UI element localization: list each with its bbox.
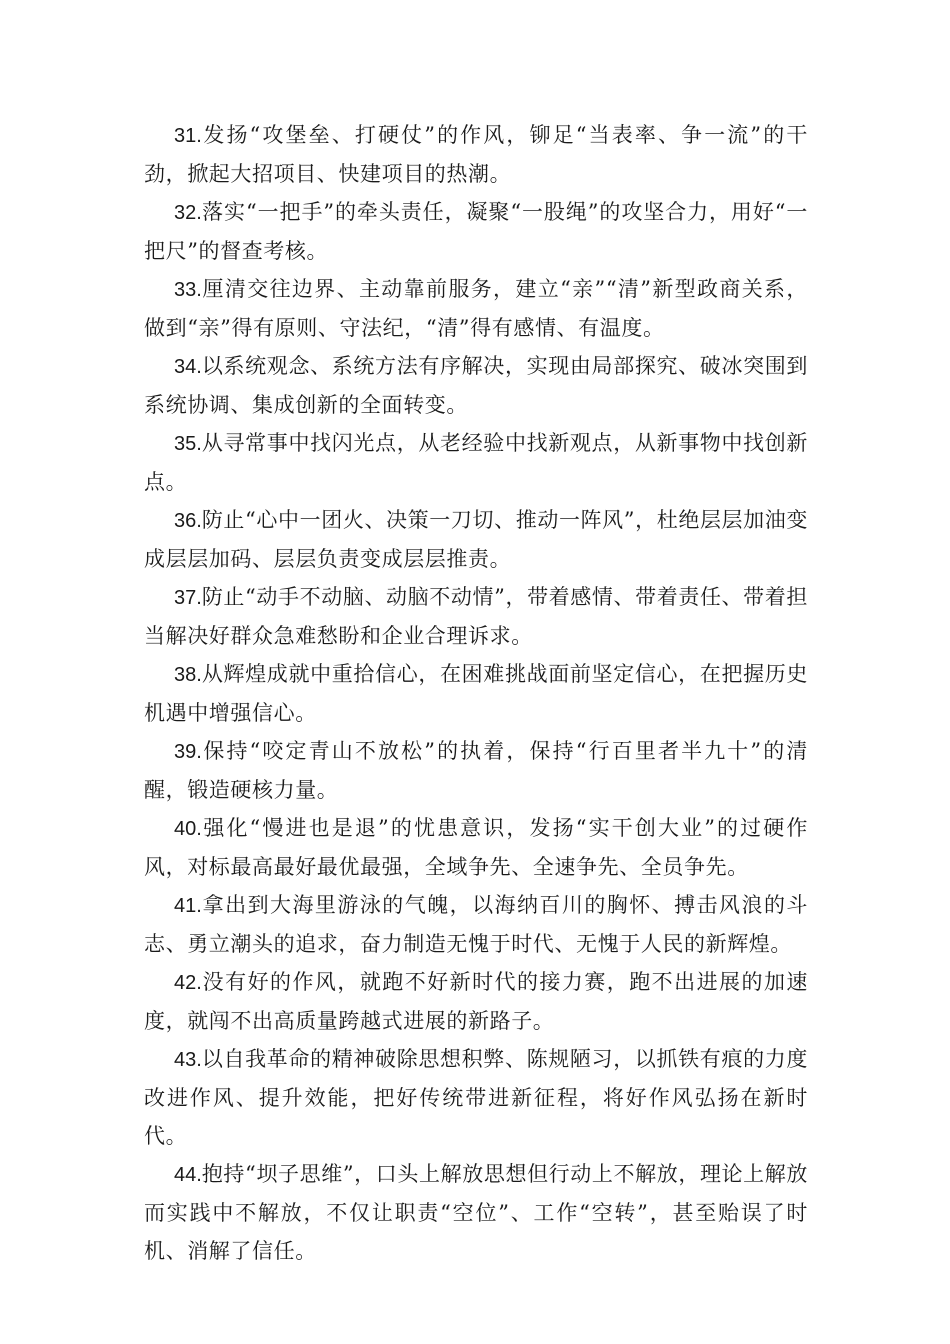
paragraph-38 bbox=[144, 655, 808, 732]
paragraph-number: 34. bbox=[174, 356, 202, 378]
paragraph-number: 43. bbox=[174, 1049, 202, 1071]
paragraph-text: 抱持“坝子思维”，口头上解放思想但行动上不解放，理论上解放而实践中不解放，不仅让职责“空位”、工作“空转”，甚至贻误了时机、消解了信任。 bbox=[144, 1162, 808, 1263]
paragraph-32 bbox=[144, 193, 808, 270]
paragraph-text: 防止“心中一团火、决策一刀切、推动一阵风”，杜绝层层加油变成层层加码、层层负责变成层层推责。 bbox=[144, 508, 808, 571]
paragraph-text: 以自我革命的精神破除思想积弊、陈规陋习，以抓铁有痕的力度改进作风、提升效能，把好传统带进新征程，将好作风弘扬在新时代。 bbox=[144, 1047, 808, 1148]
paragraph-text: 发扬“攻堡垒、打硬仗”的作风，铆足“当表率、争一流”的干劲，掀起大招项目、快建项目的热潮。 bbox=[144, 123, 808, 186]
paragraph-text: 从辉煌成就中重拾信心，在困难挑战面前坚定信心，在把握历史机遇中增强信心。 bbox=[144, 662, 808, 725]
paragraph-text: 落实“一把手”的牵头责任，凝聚“一股绳”的攻坚合力，用好“一把尺”的督查考核。 bbox=[144, 200, 808, 263]
paragraph-text: 强化“慢进也是退”的忧患意识，发扬“实干创大业”的过硬作风，对标最高最好最优最强，全域争先、全速争先、全员争先。 bbox=[144, 816, 808, 879]
paragraph-39 bbox=[144, 732, 808, 809]
paragraph-40 bbox=[144, 809, 808, 886]
paragraph-number: 33. bbox=[174, 279, 202, 301]
paragraph-text: 从寻常事中找闪光点，从老经验中找新观点，从新事物中找创新点。 bbox=[144, 431, 808, 494]
paragraph-31 bbox=[144, 116, 808, 193]
paragraph-text: 拿出到大海里游泳的气魄，以海纳百川的胸怀、搏击风浪的斗志、勇立潮头的追求，奋力制造无愧于时代、无愧于人民的新辉煌。 bbox=[144, 893, 808, 956]
paragraph-text: 防止“动手不动脑、动脑不动情”，带着感情、带着责任、带着担当解决好群众急难愁盼和企业合理诉求。 bbox=[144, 585, 808, 648]
paragraph-text: 厘清交往边界、主动靠前服务，建立“亲”“清”新型政商关系，做到“亲”得有原则、守法纪，“清”得有感情、有温度。 bbox=[144, 277, 808, 340]
paragraph-33 bbox=[144, 270, 808, 347]
paragraph-number: 42. bbox=[174, 972, 202, 994]
paragraph-text: 以系统观念、系统方法有序解决，实现由局部探究、破冰突围到系统协调、集成创新的全面转变。 bbox=[144, 354, 808, 417]
paragraph-44 bbox=[144, 1155, 808, 1270]
paragraph-43 bbox=[144, 1040, 808, 1155]
paragraph-34 bbox=[144, 347, 808, 424]
paragraph-text: 保持“咬定青山不放松”的执着，保持“行百里者半九十”的清醒，锻造硬核力量。 bbox=[144, 739, 808, 802]
paragraph-number: 39. bbox=[174, 741, 202, 763]
paragraph-41 bbox=[144, 886, 808, 963]
paragraph-number: 44. bbox=[174, 1164, 202, 1186]
paragraph-35 bbox=[144, 424, 808, 501]
paragraph-number: 36. bbox=[174, 510, 202, 532]
paragraph-number: 35. bbox=[174, 433, 202, 455]
paragraph-number: 40. bbox=[174, 818, 202, 840]
paragraph-37 bbox=[144, 578, 808, 655]
document-body bbox=[144, 116, 808, 1270]
paragraph-text: 没有好的作风，就跑不好新时代的接力赛，跑不出进展的加速度，就闯不出高质量跨越式进展的新路子。 bbox=[144, 970, 808, 1033]
paragraph-number: 38. bbox=[174, 664, 202, 686]
paragraph-number: 32. bbox=[174, 202, 202, 224]
paragraph-36 bbox=[144, 501, 808, 578]
paragraph-42 bbox=[144, 963, 808, 1040]
paragraph-number: 41. bbox=[174, 895, 202, 917]
paragraph-number: 37. bbox=[174, 587, 202, 609]
paragraph-number: 31. bbox=[174, 125, 202, 147]
